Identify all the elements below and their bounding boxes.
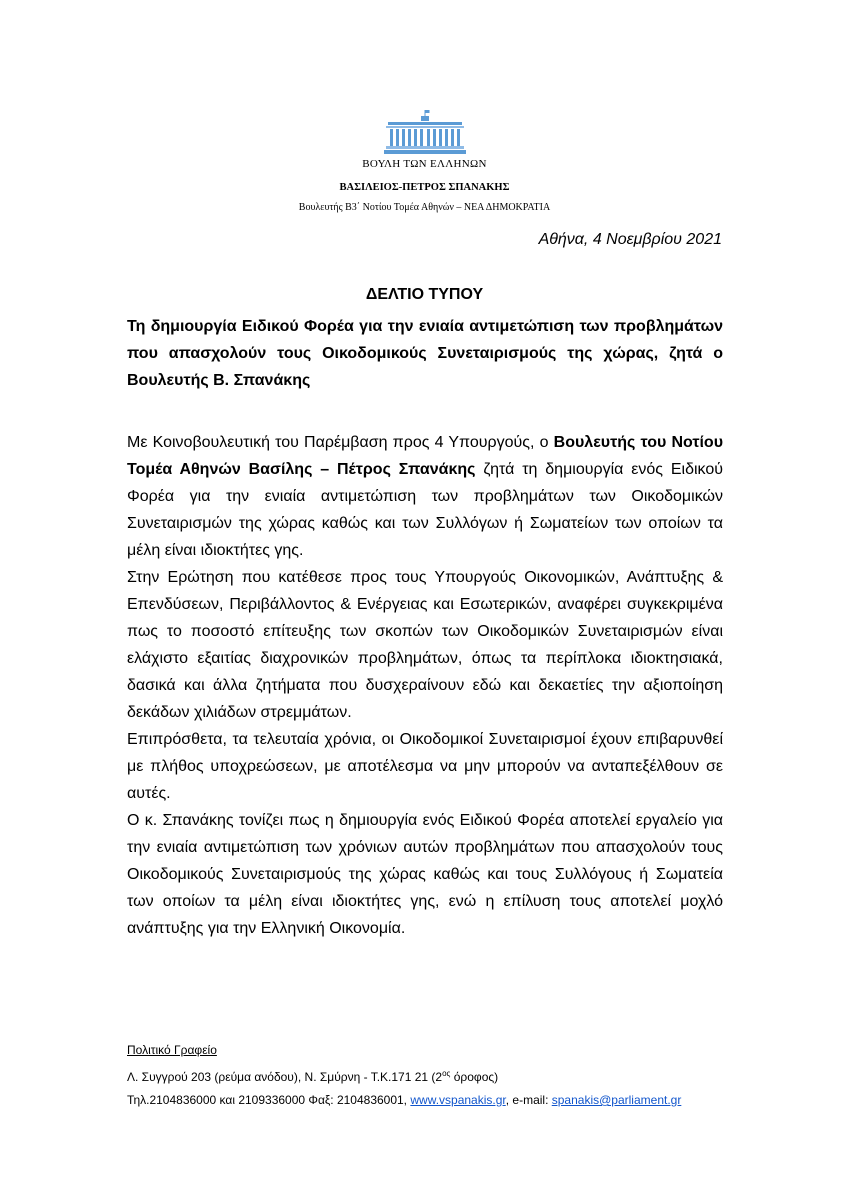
parliament-name: ΒΟΥΛΗ ΤΩΝ ΕΛΛΗΝΩΝ (362, 158, 487, 170)
website-link[interactable]: www.vspanakis.gr (410, 1093, 506, 1107)
paragraph-4: Ο κ. Σπανάκης τονίζει πως η δημιουργία ενός Ειδικού Φορέα αποτελεί εργαλείο για την ενιαία αντιμετώπιση των χρόνιων αυτών προβλημάτων που απασχολούν τους Οικοδομικούς Συνεταιρισμούς της χώρας καθώς και τους Συλλόγους ή Σωματεία των οποίων τα μέλη είναι ιδιοκτήτες γης, ενώ η επίλυση τους αποτελεί μοχλό ανάπτυξης για την Ελληνική Οικονομία. (127, 812, 723, 937)
letterhead (0, 108, 849, 213)
paragraph-3: Επιπρόσθετα, τα τελευταία χρόνια, οι Οικοδομικοί Συνεταιρισμοί έχουν επιβαρυνθεί με πλήθος υποχρεώσεων, με αποτέλεσμα να μην μπορούν να ανταπεξέλθουν σε αυτές. (127, 731, 723, 802)
address-start: Λ. Συγγρού 203 (ρεύμα ανόδου), Ν. Σμύρνη - Τ.Κ.171 21 (2 (127, 1070, 443, 1084)
address-end: όροφος) (450, 1070, 499, 1084)
paragraph-2: Στην Ερώτηση που κατέθεσε προς τους Υπουργούς Οικονομικών, Ανάπτυξης & Επενδύσεων, Περιβάλλοντος & Ενέργειας και Εσωτερικών, αναφέρει συγκεκριμένα πως το ποσοστό επίτευξης των σκοπών των Οικοδομικών Συνεταιρισμών είναι ελάχιστο εξαιτίας διαχρονικών προβλημάτων, όπως τα περίπλοκα ιδιοκτησιακά, δασικά και άλλα ζητήματα που δυσχεραίνουν εδώ και δεκαετίες την αξιοποίηση δεκάδων χιλιάδων στρεμμάτων. (127, 569, 723, 721)
mp-role: Βουλευτής Β3΄ Νοτίου Τομέα Αθηνών – ΝΕΑ ΔΗΜΟΚΡΑΤΙΑ (298, 202, 551, 213)
paragraph-1 (127, 429, 723, 564)
body-text (127, 429, 723, 942)
headline: Τη δημιουργία Ειδικού Φορέα για την ενιαία αντιμετώπιση των προβλημάτων που απασχολούν τους Οικοδομικούς Συνεταιρισμούς της χώρας, ζητά ο Βουλευτής Β. Σπανάκης (127, 318, 723, 389)
parliament-building-icon (384, 108, 466, 156)
email-label: , e-mail: (505, 1093, 552, 1107)
press-release-title: ΔΕΛΤΙΟ ΤΥΠΟΥ (365, 286, 484, 303)
mp-name: ΒΑΣΙΛΕΙΟΣ-ΠΕΤΡΟΣ ΣΠΑΝΑΚΗΣ (339, 182, 510, 193)
paragraph-1-end: ζητά τη δημιουργία ενός Ειδικού Φορέα για την ενιαία αντιμετώπιση των προβλημάτων των Οικοδομικών Συνεταιρισμών της χώρας καθώς και των Συλλόγων ή Σωματείων των οποίων τα μέλη είναι ιδιοκτήτες γης. (127, 461, 724, 559)
office-address (127, 1062, 727, 1089)
paragraph-1-start: Με Κοινοβουλευτική του Παρέμβαση προς 4 Υπουργούς, ο (127, 434, 554, 451)
email-link[interactable]: spanakis@parliament.gr (551, 1093, 682, 1107)
contact-line (127, 1089, 727, 1112)
date-line: Αθήνα, 4 Νοεμβρίου 2021 (538, 231, 722, 248)
phone-text: Τηλ.2104836000 και 2109336000 Φαξ: 2104836001, (127, 1093, 411, 1107)
paragraph-1-bold: Βουλευτής του Νοτίου Τομέα Αθηνών Βασίλης – Πέτρος Σπανάκης (127, 434, 724, 478)
office-title: Πολιτικό Γραφείο (127, 1043, 217, 1057)
address-superscript: ος (442, 1069, 451, 1078)
footer (127, 1039, 727, 1112)
